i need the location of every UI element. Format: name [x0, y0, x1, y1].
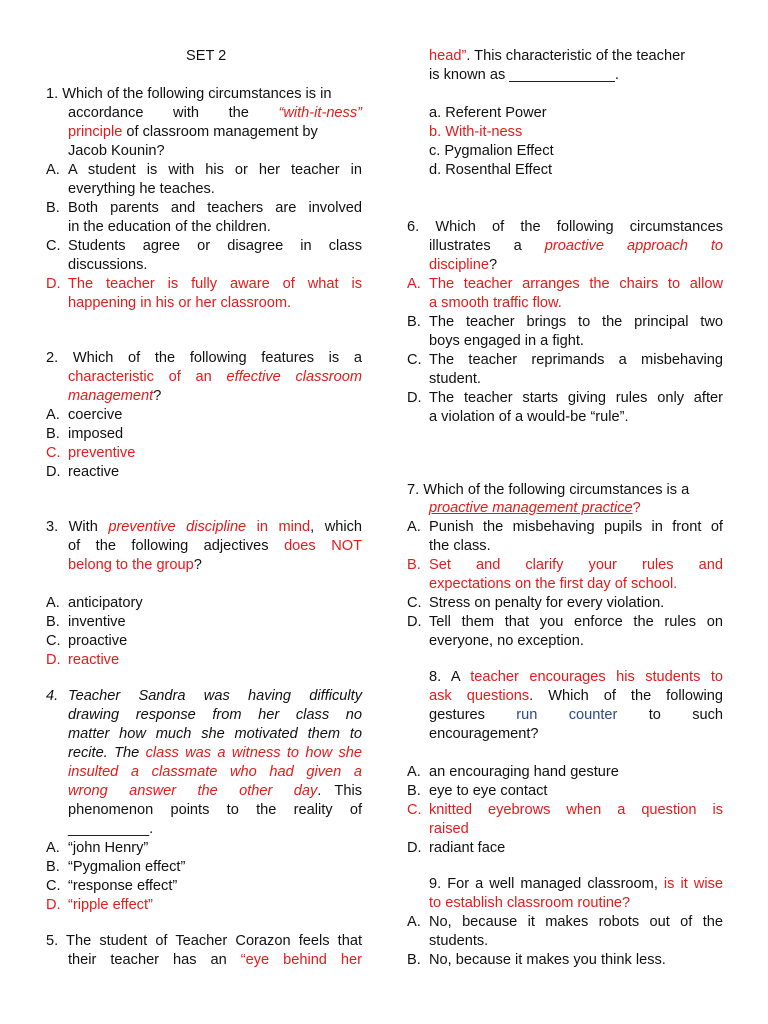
q5-stem-line1: 5. The student of Teacher Corazon feels that — [46, 933, 362, 949]
q3-stem-line3: belong to the group? — [68, 557, 202, 573]
q6-stem-line1: 6. Which of the following circumstances — [407, 219, 723, 235]
q5-stem-line3: head”. This characteristic of the teacher — [429, 48, 686, 64]
q2-stem-line1: 2. Which of the following features is a — [46, 350, 362, 366]
q6-stem-line3: discipline? — [429, 257, 498, 273]
q2-stem-line2: characteristic of an effective classroom — [68, 369, 362, 385]
q5-option-a: a. Referent Power — [429, 105, 547, 121]
q1-stem-line1: 1. Which of the following circumstances is in — [46, 86, 332, 102]
q4-stem-line6: wrong answer the other day. This — [68, 783, 362, 799]
q4-number: 4. — [46, 688, 59, 704]
q8-stem-line2: ask questions. Which of the following — [429, 688, 723, 704]
q8-stem-line3: gestures run counter to such — [429, 707, 724, 723]
q3-stem-line1: 3. With preventive discipline in mind, which — [46, 519, 363, 535]
q5-stem-line4: is known as _____________. — [429, 67, 619, 83]
q4-stem-line3: matter how much she motivated them to — [68, 726, 362, 742]
q7-stem-line1: 7. Which of the following circumstances is a — [407, 482, 690, 498]
q3-stem-line2: of the following adjectives does NOT — [68, 538, 362, 554]
q8-stem-line4: encouragement? — [429, 726, 539, 742]
q5-stem-line2: their teacher has an “eye behind her — [68, 952, 362, 968]
q4-stem-line8: __________. — [68, 821, 154, 837]
q5-option-b-answer: b. With-it-ness — [429, 124, 523, 140]
q1-stem-line3: principle of classroom management by — [68, 124, 318, 140]
q5-option-d: d. Rosenthal Effect — [429, 162, 553, 178]
q8-stem-line1: 8. A teacher encourages his students to — [429, 669, 723, 685]
q6-stem-line2: illustrates a proactive approach to — [429, 238, 723, 254]
q5-option-c: c. Pygmalion Effect — [429, 143, 554, 159]
q1-stem-line4: Jacob Kounin? — [68, 143, 165, 159]
q7-stem-line2: proactive management practice? — [429, 500, 641, 516]
q1-stem-line2: accordance with the “with-it-ness” — [68, 105, 362, 121]
q9-stem-line2: to establish classroom routine? — [429, 895, 631, 911]
q4-stem-line1: Teacher Sandra was having difficulty — [68, 688, 362, 704]
q4-stem-line5: insulted a classmate who had given a — [68, 764, 362, 780]
q4-stem-line2: drawing response from her class no — [68, 707, 362, 723]
q4-stem-line4: recite. The class was a witness to how she — [68, 745, 363, 761]
set-title: SET 2 — [186, 48, 227, 64]
q4-stem-line7: phenomenon points to the reality of — [68, 802, 362, 818]
q9-stem-line1: 9. For a well managed classroom, is it wise — [429, 876, 723, 892]
q2-stem-line3: management? — [68, 388, 162, 404]
